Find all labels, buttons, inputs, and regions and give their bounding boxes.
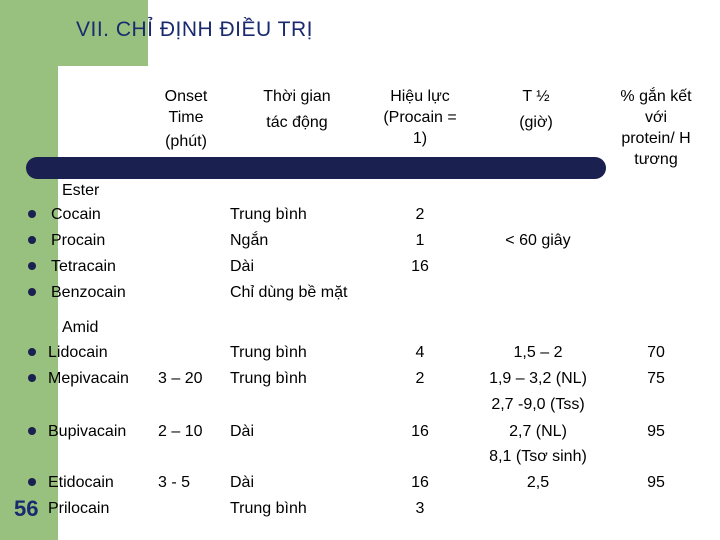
half-life-line-5: 8,1 (Tsơ sinh) xyxy=(489,448,587,465)
bullet-icon xyxy=(28,478,36,486)
header-protein-binding xyxy=(604,86,708,170)
protein-etidocain: 95 xyxy=(647,474,665,491)
onset-mepivacain: 3 – 20 xyxy=(158,370,203,387)
potency-bupivacain: 16 xyxy=(411,423,429,440)
header-duration xyxy=(240,86,354,133)
bullet-icon xyxy=(28,288,36,296)
header-protein-line-2: với xyxy=(644,109,668,126)
header-duration-line-1: Thời gian xyxy=(263,88,331,105)
header-half-life-line-2: (giờ) xyxy=(519,114,553,131)
protein-bupivacain: 95 xyxy=(647,423,665,440)
protein-lidocain: 70 xyxy=(647,344,665,361)
onset-etidocain: 3 - 5 xyxy=(158,474,191,491)
bullet-icon xyxy=(28,236,36,244)
slide-title: VII. CHỈ ĐỊNH ĐIỀU TRỊ xyxy=(76,18,313,41)
bullet-icon xyxy=(28,262,36,270)
duration-procain: Ngắn xyxy=(230,232,269,249)
drug-name-etidocain: Etidocain xyxy=(48,474,114,491)
slide-number: 56 xyxy=(14,496,39,521)
drug-name-lidocain: Lidocain xyxy=(48,344,108,361)
drug-name-procain: Procain xyxy=(51,232,106,249)
header-divider-bar xyxy=(26,157,606,179)
duration-lidocain: Trung bình xyxy=(230,344,307,361)
half-life-line-3: 2,7 -9,0 (Tss) xyxy=(491,396,585,413)
protein-mepivacain: 75 xyxy=(647,370,665,387)
header-potency xyxy=(370,86,470,149)
duration-etidocain: Dài xyxy=(230,474,255,491)
bullet-icon xyxy=(28,427,36,435)
duration-mepivacain: Trung bình xyxy=(230,370,307,387)
potency-mepivacain: 2 xyxy=(415,370,425,387)
bullet-icon xyxy=(28,210,36,218)
header-protein-line-1: % gắn kết xyxy=(620,88,692,105)
half-life-ester: < 60 giây xyxy=(505,232,571,249)
potency-procain: 1 xyxy=(415,232,425,249)
header-half-life xyxy=(500,86,572,133)
drug-name-bupivacain: Bupivacain xyxy=(48,423,127,440)
half-life-line-4: 2,7 (NL) xyxy=(509,423,567,440)
drug-name-mepivacain: Mepivacain xyxy=(48,370,129,387)
header-potency-line-1: Hiệu lực xyxy=(390,88,450,105)
header-potency-line-3: 1) xyxy=(412,130,428,147)
drug-name-tetracain: Tetracain xyxy=(51,258,116,275)
bullet-icon xyxy=(28,374,36,382)
duration-prilocain: Trung bình xyxy=(230,500,307,517)
drug-name-cocain: Cocain xyxy=(51,206,101,223)
duration-bupivacain: Dài xyxy=(230,423,255,440)
header-protein-line-4: tương xyxy=(634,151,678,168)
half-life-line-2: 1,9 – 3,2 (NL) xyxy=(489,370,587,387)
header-onset-line-2: Time xyxy=(168,109,204,126)
duration-cocain: Trung bình xyxy=(230,206,307,223)
duration-tetracain: Dài xyxy=(230,258,255,275)
duration-benzocain: Chỉ dùng bề mặt xyxy=(230,284,348,301)
header-duration-line-2: tác động xyxy=(266,114,328,131)
potency-tetracain: 16 xyxy=(411,258,429,275)
bullet-icon xyxy=(28,348,36,356)
potency-prilocain: 3 xyxy=(415,500,425,517)
drug-name-prilocain: Prilocain xyxy=(48,500,110,517)
potency-etidocain: 16 xyxy=(411,474,429,491)
group-label-ester: Ester xyxy=(62,182,100,199)
potency-cocain: 2 xyxy=(415,206,425,223)
potency-lidocain: 4 xyxy=(415,344,425,361)
header-potency-line-2: (Procain = xyxy=(383,109,457,126)
header-half-life-line-1: T ½ xyxy=(522,88,550,105)
half-life-line-6: 2,5 xyxy=(526,474,550,491)
onset-bupivacain: 2 – 10 xyxy=(158,423,203,440)
header-onset-line-1: Onset xyxy=(164,88,208,105)
drug-name-benzocain: Benzocain xyxy=(51,284,126,301)
half-life-line-1: 1,5 – 2 xyxy=(513,344,563,361)
header-onset-line-3: (phút) xyxy=(165,133,207,150)
header-protein-line-3: protein/ H xyxy=(621,130,691,147)
green-side-strip xyxy=(0,66,58,540)
group-label-amid: Amid xyxy=(62,319,99,336)
header-onset xyxy=(150,86,222,152)
